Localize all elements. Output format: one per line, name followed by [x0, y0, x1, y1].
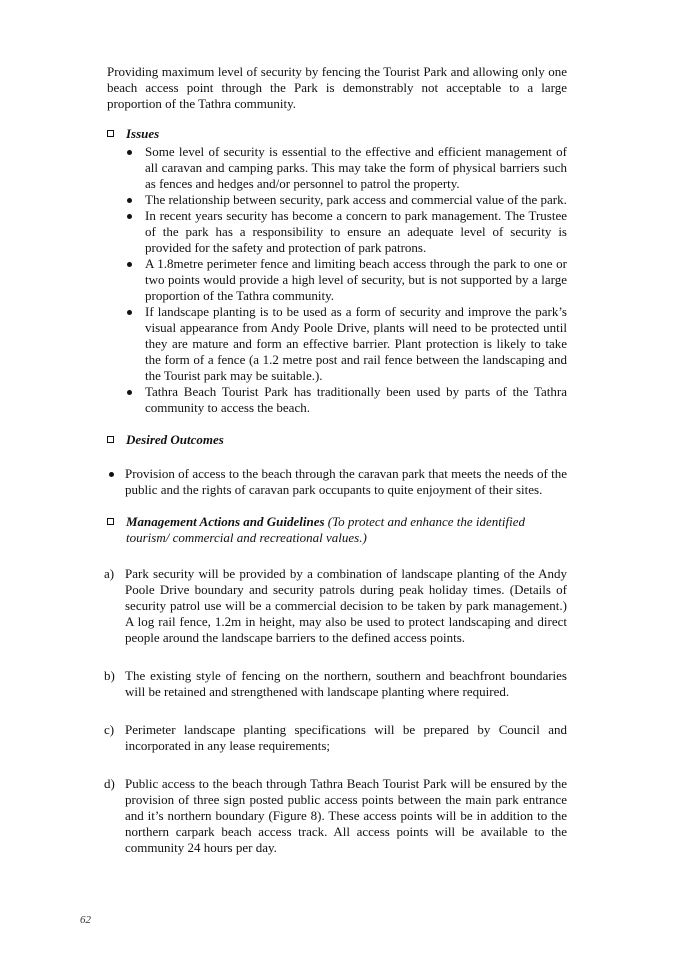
list-item: A 1.8metre perimeter fence and limiting beach access through the park to one or two points would provide a high level of security, but is not supported by a large proportion of the Tathra community.	[125, 256, 567, 304]
action-letter: a)	[104, 566, 115, 581]
checkbox-bullet-icon	[107, 436, 114, 443]
action-text: Public access to the beach through Tathra Beach Tourist Park will be ensured by the provision of three sign posted public access points between the main park entrance and it’s northern boundary (Figure 8). These access points will be in addition to the northern carpark beach access track. All access points will be available to the community 24 hours per day.	[125, 776, 567, 855]
action-text: Park security will be provided by a combination of landscape planting of the Andy Poole Drive boundary and security patrols during peak holiday times. (Details of security patrol use will be a commercial decision to be taken by park management.) A log rail fence, 1.2m in height, may also be used to protect landscaping and direct people around the landscape barriers to the defined access points.	[125, 566, 567, 645]
issues-heading-label: Issues	[126, 126, 160, 141]
checkbox-bullet-icon	[107, 518, 114, 525]
desired-outcomes-heading-label: Desired Outcomes	[126, 432, 224, 447]
action-item-b	[104, 668, 567, 700]
issues-list	[107, 144, 567, 416]
action-item-a	[104, 566, 567, 646]
action-text: Perimeter landscape planting specifications will be prepared by Council and incorporated in any lease requirements;	[125, 722, 567, 753]
management-heading-note: (To protect and enhance the identified tourism/ commercial and recreational values.)	[126, 514, 526, 545]
action-letter: b)	[104, 668, 115, 683]
list-item: In recent years security has become a concern to park management. The Trustee of the park has a responsibility to ensure an adequate level of security is provided for the safety and protection of park patrons.	[125, 208, 567, 256]
page-number: 62	[80, 914, 91, 926]
action-item-c	[104, 722, 567, 754]
desired-outcomes-heading	[107, 432, 567, 448]
list-item: The relationship between security, park access and commercial value of the park.	[125, 192, 567, 208]
outcome-item: Provision of access to the beach through the caravan park that meets the needs of the public and the rights of caravan park occupants to quite enjoyment of their sites.	[107, 466, 567, 498]
action-letter: d)	[104, 776, 115, 791]
intro-paragraph: Providing maximum level of security by fencing the Tourist Park and allowing only one beach access point through the Park is demonstrably not acceptable to a large proportion of the Tathra community.	[107, 64, 567, 111]
management-heading	[107, 514, 567, 546]
management-heading-label: Management Actions and Guidelines	[126, 514, 325, 529]
action-item-d	[104, 776, 567, 856]
document-page	[104, 64, 567, 856]
action-letter: c)	[104, 722, 115, 737]
list-item: Some level of security is essential to the effective and efficient management of all caravan and camping parks. This may take the form of physical barriers such as fences and hedges and/or personnel to patrol the property.	[125, 144, 567, 192]
list-item: Tathra Beach Tourist Park has traditionally been used by parts of the Tathra community to access the beach.	[125, 384, 567, 416]
checkbox-bullet-icon	[107, 130, 114, 137]
action-text: The existing style of fencing on the northern, southern and beachfront boundaries will be retained and strengthened with landscape planting where required.	[125, 668, 567, 699]
list-item: If landscape planting is to be used as a form of security and improve the park’s visual appearance from Andy Poole Drive, plants will need to be protected until they are mature and form an effective barrier. Plant protection is likely to take the form of a fence (a 1.2 metre post and rail fence between the landscaping and the Tourist park may be suitable.).	[125, 304, 567, 384]
issues-heading	[107, 126, 567, 142]
